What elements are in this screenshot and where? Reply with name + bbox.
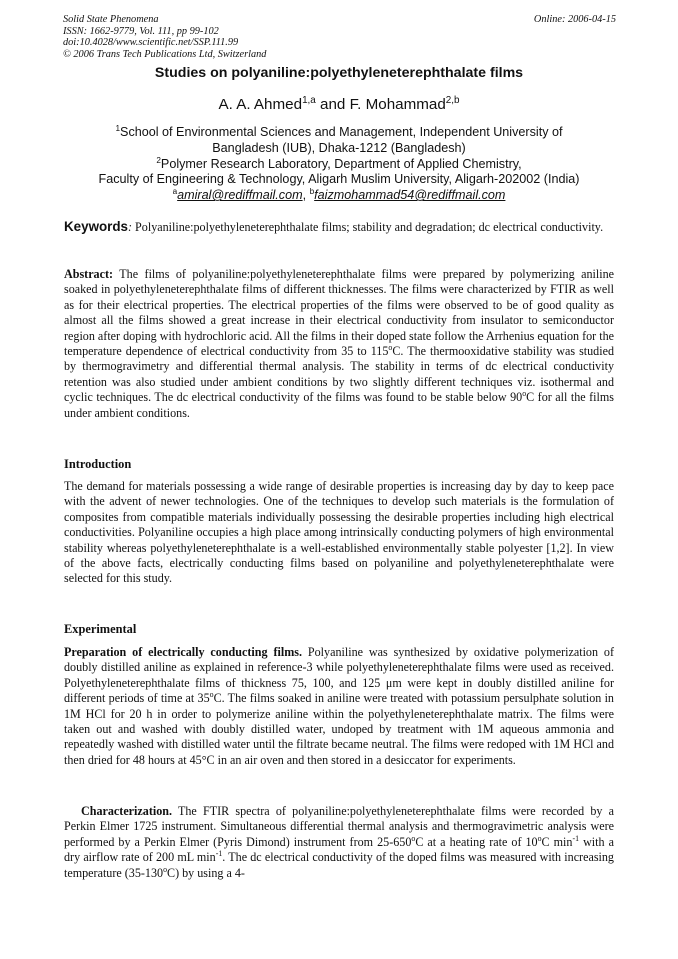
affiliation-line: Faculty of Engineering & Technology, Aligarh Muslim University, Aligarh-202002 (India) xyxy=(98,172,580,187)
affiliations xyxy=(40,125,638,204)
email-link-a[interactable]: amiral@rediffmail.com xyxy=(177,188,303,203)
introduction-paragraph: The demand for materials possessing a wide range of desirable properties is increasing day by day to keep pace with the advent of newer technologies. One of the techniques to develop such materials is the formulation of composites from compatible materials individually possessing the desirable properties including high electrical conductivities. Polyaniline occupies a high place among intrinsically conducting polymers of high environmental stability whereas polyethyleneterephthalate is a well-established environmentally stable polyester [1,2]. In view of the above facts, electrically conducting films based on polyaniline and polyethyleneterephthalate were selected for this study. xyxy=(64,479,614,586)
affiliation-marker: 2 xyxy=(156,155,161,165)
affiliation-marker: 1 xyxy=(115,123,121,133)
introduction-heading: Introduction xyxy=(64,457,132,471)
journal-issn: ISSN: 1662-9779, Vol. 111, pp 99-102 xyxy=(63,25,219,37)
online-date: Online: 2006-04-15 xyxy=(533,14,616,25)
keywords-label: Keywords xyxy=(64,219,128,234)
author-list xyxy=(0,96,678,113)
paper-title: Studies on polyaniline:polyethyleneterephthalate films xyxy=(154,65,524,81)
author-superscript: 1,a xyxy=(302,94,316,106)
journal-doi: doi:10.4028/www.scientific.net/SSP.111.99 xyxy=(63,37,239,49)
preparation-paragraph: Preparation of electrically conducting films. Polyaniline was synthesized by oxidative polymerization of doubly distilled aniline as explained in reference-3 while polyethyleneterephthalate films were used as received. Polyethyleneterephthalate films of thickness 75, 100, and 125 μm were kept in doubly distilled aniline for different periods of time at 35$^o$C. The films soaked in aniline were treated with potassium persulphate solution in 1M HCl for 20 h in order to polymerize aniline within the polyethyleneterephthalate matrix. The films were taken out and washed with doubly distilled water, undoped by treatment with 1M aqueous ammonia and repeatedly washed with distilled water until the filtrate became neutral. The films were redoped with 1M HCl and then dried for 48 hours at 45°C in an air oven and then stored in a desiccator for experiments. xyxy=(64,645,614,767)
journal-metadata xyxy=(63,14,616,60)
abstract-label: Abstract: xyxy=(64,267,114,281)
characterization-label: Characterization. xyxy=(81,804,173,818)
keywords-text: Polyaniline:polyethyleneterephthalate films; stability and degradation; dc electrical conductivity. xyxy=(132,220,604,234)
affiliation-line: $^2$Polymer Research Laboratory, Department of Applied Chemistry, xyxy=(156,155,522,171)
journal-name: Solid State Phenomena xyxy=(63,14,159,25)
affiliation-line: Bangladesh (IUB), Dhaka-1212 (Bangladesh) xyxy=(212,140,466,155)
abstract-paragraph: Abstract: The films of polyaniline:polyethyleneterephthalate films were prepared by polymerizing aniline soaked in polyethyleneterephthalate films of different thicknesses. The films were characterized by FTIR as well as for their electrical properties. The electrical properties of the films were observed to be of good quality as almost all the films showed a great increase in their electrical conductivity from insulator to semiconductor region after doping with hydrochloric acid. All the films in their doped state follow the Arrhenius equation for the temperature dependence of electrical conductivity from 35 to 115$^o$C. The thermooxidative stability was studied by thermogravimetry and differential thermal analysis. The stability in terms of dc electrical conductivity retention was also studied under ambient conditions by two slightly different techniques viz. isothermal and cyclic techniques. The dc electrical conductivity of the films was found to be stable below 90$^o$C for all the films under ambient conditions. xyxy=(64,267,615,420)
author-name: F. Mohammad xyxy=(349,96,446,113)
author-conjunction: and xyxy=(315,96,350,113)
email-marker: a xyxy=(172,187,178,196)
author-name: A. A. Ahmed xyxy=(218,96,303,113)
experimental-heading: Experimental xyxy=(64,622,137,636)
preparation-label: Preparation of electrically conducting films. xyxy=(64,645,302,659)
journal-copyright: © 2006 Trans Tech Publications Ltd, Switzerland xyxy=(63,48,267,60)
author-superscript: 2,b xyxy=(445,94,460,106)
email-marker: b xyxy=(309,187,315,196)
affiliation-line: $^1$School of Environmental Sciences and Management, Independent University of xyxy=(115,123,563,139)
email-line: $^a$amiral@rediffmail.com, $^b$faizmohammad54@rediffmail.com xyxy=(172,187,506,203)
characterization-paragraph: Characterization. The FTIR spectra of polyaniline:polyethyleneterephthalate films were recorded by a Perkin Elmer 1725 instrument. Simultaneous differential thermal analysis and thermogravimetric analysis were performed by a Perkin Elmer (Pyris Dimond) instrument from 25-650$^o$C at a heating rate of 10$^o$C $\min^{-1}$ with a dry airflow rate of 200 mL $\min^{-1}$. The dc electrical conductivity of the doped films was measured with increasing temperature (35-130$^o$C) by using a 4- xyxy=(64,804,614,880)
email-link-b[interactable]: faizmohammad54@rediffmail.com xyxy=(314,188,506,203)
keywords-paragraph: Keywords: Polyaniline:polyethyleneterephthalate films; stability and degradation; dc electrical conductivity. xyxy=(64,219,604,234)
